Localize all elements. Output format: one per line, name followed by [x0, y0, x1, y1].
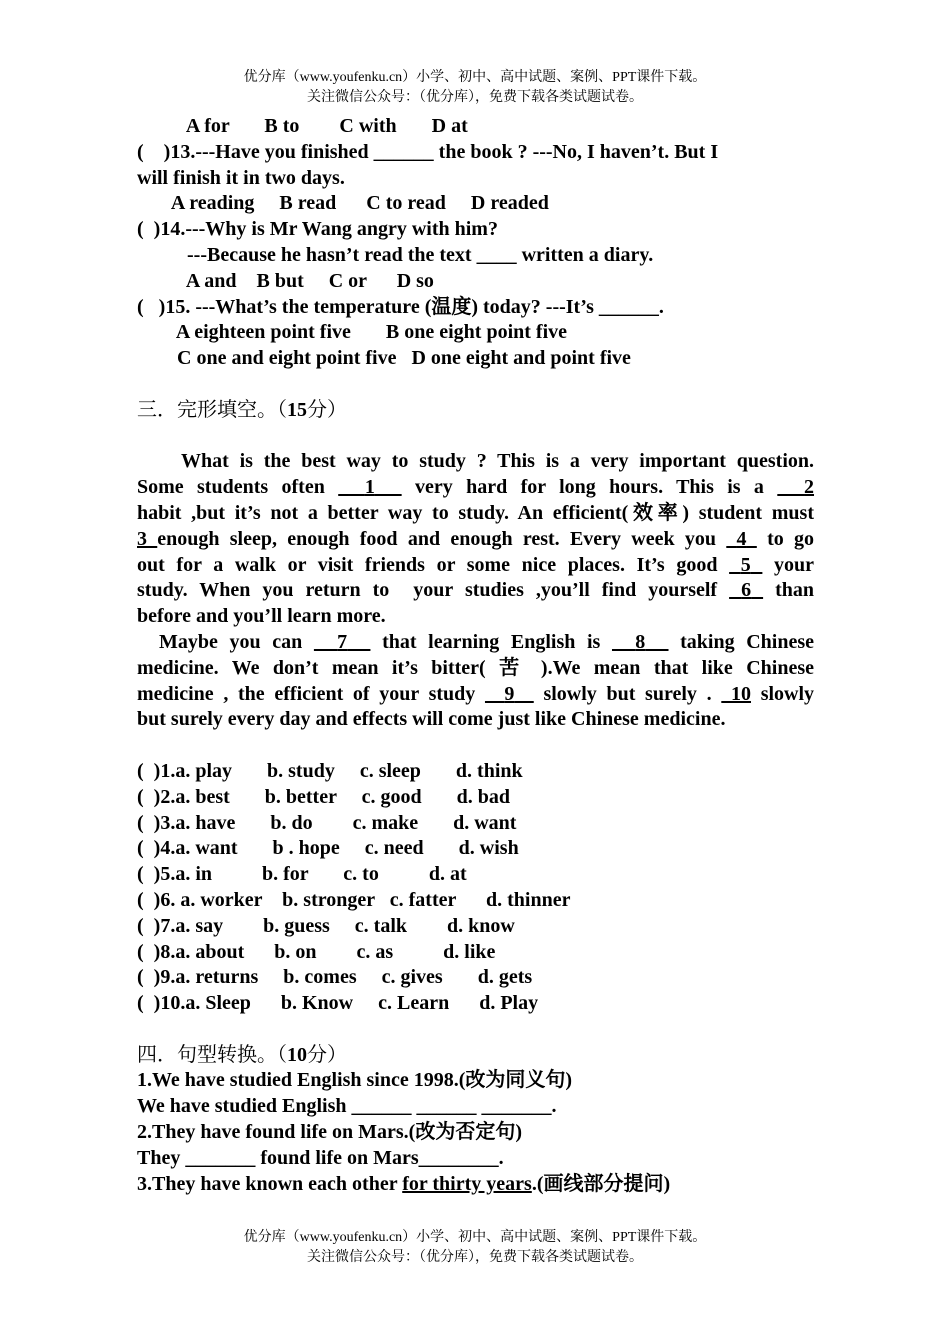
section-3-title-text: 三．完形填空。（ [137, 398, 287, 421]
q13-options: A reading B read C to read D readed [137, 192, 549, 215]
transform-3-underlined: for thirty years [402, 1172, 532, 1195]
section-3-title-end: 分） [307, 398, 347, 421]
blank-6: 6 [741, 579, 752, 602]
cloze-p1-line-6: study. When you return to your studies ,you’ll find yourself 6 than [137, 579, 814, 602]
cloze-option-3: ( )3.a. have b. do c. make d. want [137, 811, 517, 834]
q15-options-2: C one and eight point five D one eight and point five [137, 347, 631, 370]
q15-line-1: ( )15. ---What’s the temperature (温度) today? ---It’s ______. [137, 295, 664, 318]
blank-7: 7 [337, 630, 348, 653]
transform-2: 2.They have found life on Mars.(改为否定句) [137, 1121, 522, 1144]
transform-2-answer: They _______ found life on Mars________. [137, 1146, 504, 1169]
cloze-p1-line-5: out for a walk or visit friends or some nice places. It’s good 5 your [137, 553, 815, 576]
page-header [0, 68, 950, 108]
blank-1: 1 [364, 476, 375, 499]
q13-line-2: will finish it in two days. [137, 166, 345, 189]
transform-3 [137, 1172, 814, 1198]
section-3-title [137, 398, 814, 424]
q14-line-1: ( )14.---Why is Mr Wang angry with him? [137, 218, 498, 241]
blank-5: 5 [740, 553, 751, 576]
cloze-option-9: ( )9.a. returns b. comes c. gives d. gets [137, 966, 533, 989]
cloze-p1-line-3: habit ,but it’s not a better way to study. An efficient(效率) student must [137, 501, 814, 524]
blank-10: 10 [731, 682, 751, 705]
cloze-option-4: ( )4.a. want b . hope c. need d. wish [137, 837, 519, 860]
header-line-1: 优分库（www.youfenku.cn）小学、初中、高中试题、案例、PPT课件下载。 [243, 70, 707, 85]
transform-3-start: 3.They have known each other [137, 1172, 403, 1195]
cloze-p2-line-2: medicine. We don’t mean it’s bitter( 苦 ).We mean that like Chinese [137, 656, 814, 679]
q15-options-1: A eighteen point five B one eight point five [137, 321, 567, 344]
q13-line-1: ( )13.---Have you finished ______ the book ? ---No, I haven’t. But I [137, 140, 719, 163]
blank-8: 8 [635, 630, 646, 653]
transform-1: 1.We have studied English since 1998.(改为同义句) [137, 1069, 573, 1092]
blank-2: 2 [804, 476, 815, 499]
cloze-p2-last: but surely every day and effects will come just like Chinese medicine. [137, 708, 726, 731]
cloze-p1-line-2: Some students often 1 very hard for long hours. This is a 2 [137, 476, 815, 499]
section-4-title-text: 四．句型转换。（ [137, 1043, 287, 1066]
section-4-score: 10 [287, 1043, 307, 1066]
transform-1-answer: We have studied English ______ ______ _______. [137, 1095, 557, 1118]
page-footer [0, 1228, 950, 1268]
section-4-title-end: 分） [307, 1043, 347, 1066]
cloze-option-6: ( )6. a. worker b. stronger c. fatter d. thinner [137, 888, 571, 911]
blank-4: 4 [736, 527, 747, 550]
cloze-p2-line-3: medicine , the efficient of your study 9 slowly but surely . 10 slowly [137, 682, 815, 705]
blank-9: 9 [504, 682, 515, 705]
cloze-option-5: ( )5.a. in b. for c. to d. at [137, 863, 467, 886]
cloze-option-1: ( )1.a. play b. study c. sleep d. think [137, 759, 523, 782]
section-3-score: 15 [287, 398, 307, 421]
spacer [137, 372, 814, 398]
cloze-option-2: ( )2.a. best b. better c. good d. bad [137, 785, 510, 808]
section-4-title [137, 1043, 814, 1069]
exam-content [137, 114, 814, 1197]
cloze-p1-line-1: What is the best way to study ? This is a very important question. [181, 450, 814, 473]
transform-3-end: .(画线部分提问) [531, 1172, 671, 1195]
spacer [137, 424, 814, 450]
footer-line-1: 优分库（www.youfenku.cn）小学、初中、高中试题、案例、PPT课件下载。 [243, 1230, 707, 1245]
spacer [137, 1017, 814, 1043]
cloze-option-8: ( )8.a. about b. on c. as d. like [137, 940, 496, 963]
q14-options: A and B but C or D so [137, 269, 434, 292]
q12-options: A for B to C with D at [137, 115, 468, 137]
cloze-option-7: ( )7.a. say b. guess c. talk d. know [137, 914, 515, 937]
cloze-p2-line-1: Maybe you can 7 that learning English is 8 taking Chinese [159, 630, 815, 653]
cloze-p1-last: before and you’ll learn more. [137, 605, 386, 628]
footer-line-2: 关注微信公众号：（优分库），免费下载各类试题试卷。 [307, 1250, 643, 1265]
cloze-p1-line-4: 3 enough sleep, enough food and enough rest. Every week you 4 to go [137, 527, 815, 550]
spacer [137, 733, 814, 759]
cloze-option-10: ( )10.a. Sleep b. Know c. Learn d. Play [137, 992, 539, 1015]
header-line-2: 关注微信公众号：（优分库），免费下载各类试题试卷。 [307, 90, 643, 105]
q14-line-2: ---Because he hasn’t read the text ____ written a diary. [137, 243, 654, 266]
blank-3: 3 [137, 527, 147, 550]
